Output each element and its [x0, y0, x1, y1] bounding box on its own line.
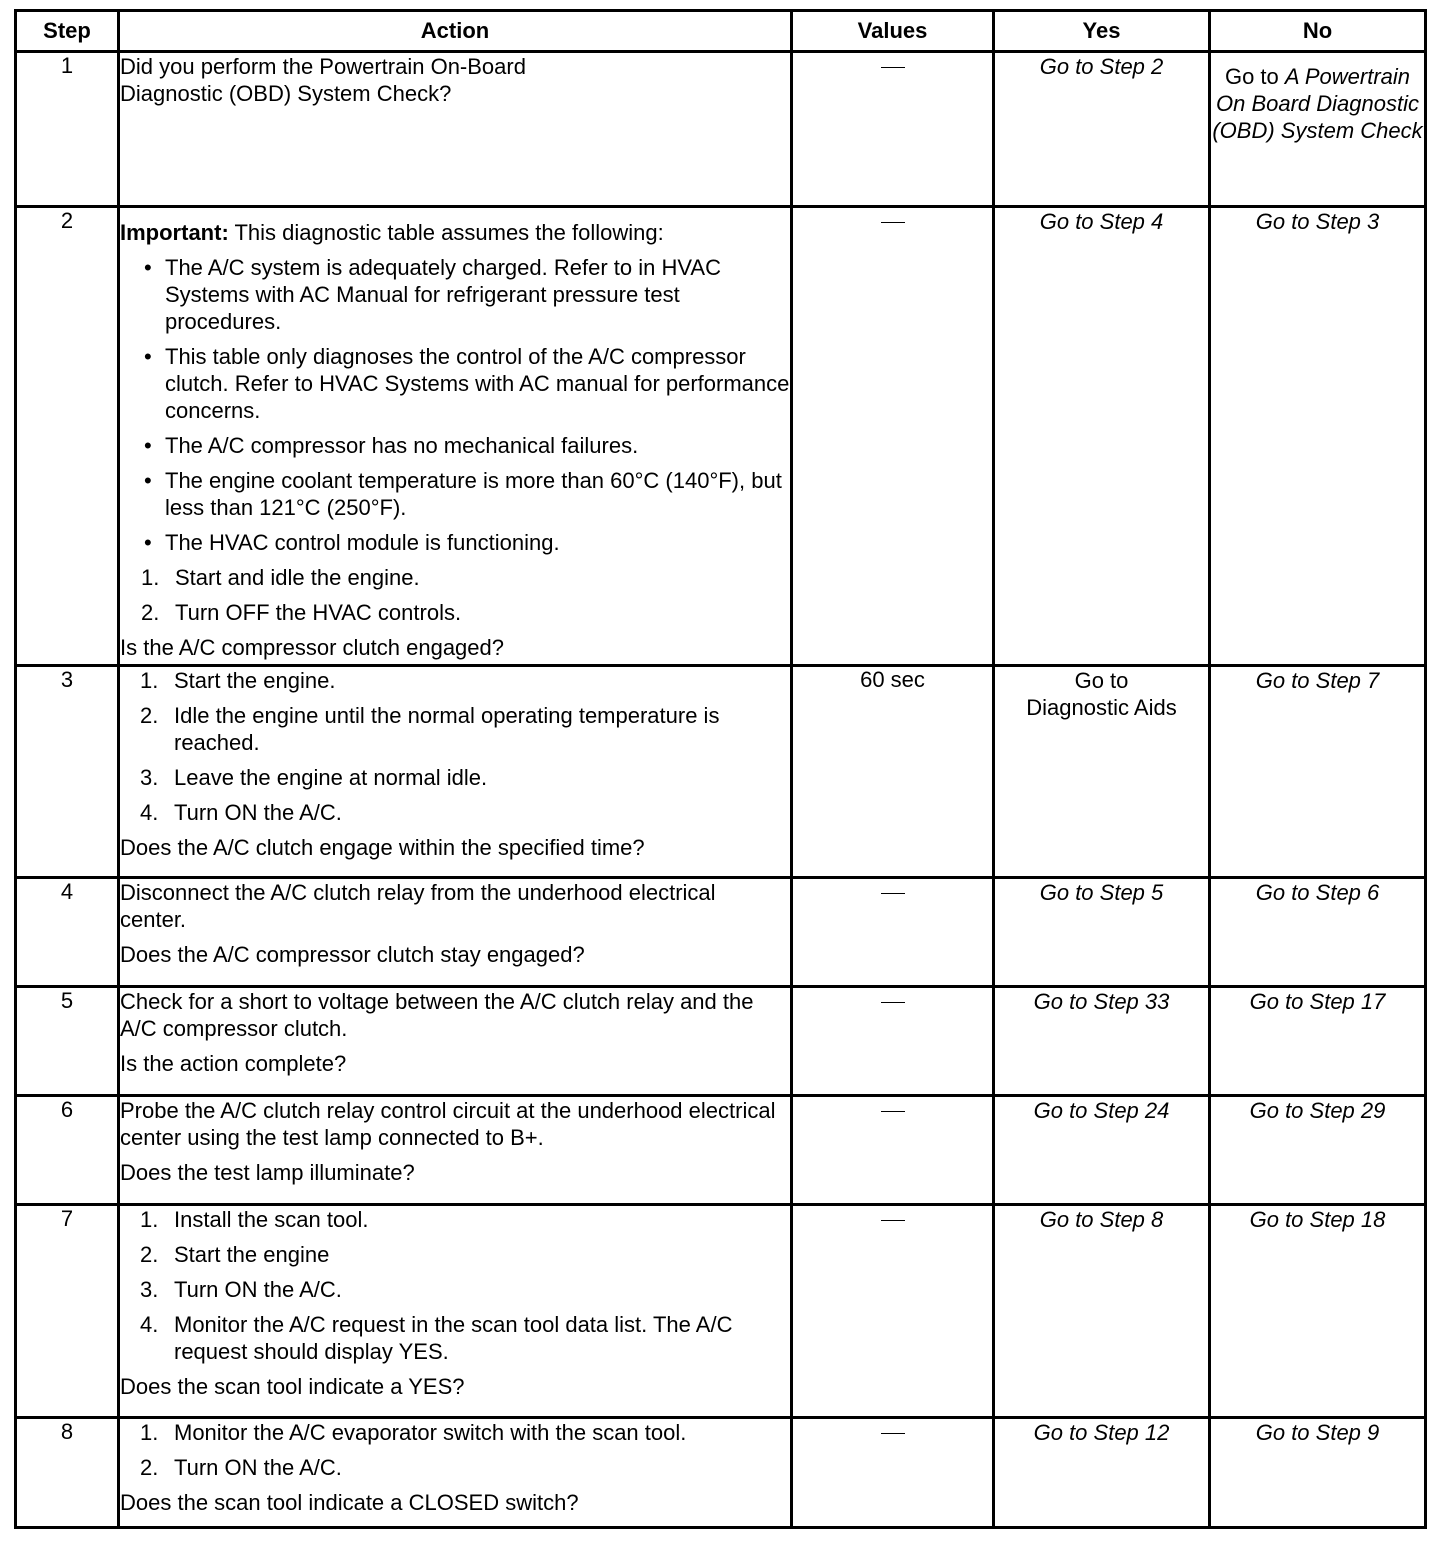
question-text: Does the test lamp illuminate?: [120, 1160, 415, 1185]
step-number: 2: [16, 207, 119, 666]
value-cell: [792, 878, 994, 987]
question-text: Does the A/C clutch engage within the specified time?: [120, 835, 645, 860]
value-cell: 60 sec: [792, 666, 994, 878]
yes-prefix: Go to: [1074, 668, 1129, 693]
action-cell: [119, 666, 792, 878]
table-row: [16, 52, 1426, 207]
value-dash: [881, 1220, 905, 1221]
list-item: 3. Turn ON the A/C.: [140, 1277, 342, 1302]
list-item: 1. Monitor the A/C evaporator switch with the scan tool.: [140, 1420, 687, 1445]
table-row: [16, 207, 1426, 666]
important-text: This diagnostic table assumes the following:: [234, 220, 664, 245]
question-text: Is the A/C compressor clutch engaged?: [120, 635, 504, 660]
list-item: • This table only diagnoses the control of the A/C compressor clutch. Refer to HVAC Systems with AC manual for performance concerns.: [144, 344, 790, 423]
step-number: 4: [16, 878, 119, 987]
yes-result[interactable]: Go to Step 8: [994, 1205, 1210, 1418]
list-item: 4. Turn ON the A/C.: [140, 800, 342, 825]
yes-result[interactable]: Go to Step 2: [994, 52, 1210, 207]
question-text: Does the scan tool indicate a CLOSED switch?: [120, 1490, 579, 1515]
action-text: Did you perform the Powertrain On-Board Diagnostic (OBD) System Check?: [120, 54, 526, 106]
list-item: 2. Start the engine: [140, 1242, 330, 1267]
yes-result[interactable]: Go to Step 12: [994, 1418, 1210, 1528]
action-cell: [119, 1418, 792, 1528]
assumption-list: [120, 254, 790, 556]
header-yes: Yes: [994, 11, 1210, 52]
procedure-list: [120, 564, 790, 626]
value-dash: [881, 1111, 905, 1112]
diagnostic-table: [14, 9, 1427, 1529]
value-dash: [881, 1002, 905, 1003]
header-row: [16, 11, 1426, 52]
yes-result[interactable]: Go to Step 5: [994, 878, 1210, 987]
no-result[interactable]: Go to Step 18: [1210, 1205, 1426, 1418]
list-item: 2. Turn OFF the HVAC controls.: [141, 600, 462, 625]
important-note: [120, 219, 790, 246]
action-cell: [119, 207, 792, 666]
no-result[interactable]: Go to Step 7: [1210, 666, 1426, 878]
question-text: Is the action complete?: [120, 1051, 347, 1076]
step-number: 8: [16, 1418, 119, 1528]
step-number: 6: [16, 1096, 119, 1205]
no-result[interactable]: Go to Step 29: [1210, 1096, 1426, 1205]
yes-result[interactable]: [994, 666, 1210, 878]
value-cell: [792, 987, 994, 1096]
yes-result[interactable]: Go to Step 24: [994, 1096, 1210, 1205]
no-target[interactable]: A Powertrain On Board Diagnostic (OBD) System Check: [1212, 64, 1423, 143]
list-item: • The engine coolant temperature is more than 60°C (140°F), but less than 121°C (250°F).: [144, 468, 782, 520]
yes-result[interactable]: Go to Step 33: [994, 987, 1210, 1096]
action-text: Disconnect the A/C clutch relay from the underhood electrical center.: [120, 880, 716, 932]
table-row: [16, 1418, 1426, 1528]
value-cell: [792, 1205, 994, 1418]
value-cell: [792, 1096, 994, 1205]
value-cell: [792, 1418, 994, 1528]
list-item: 4. Monitor the A/C request in the scan tool data list. The A/C request should display YES.: [140, 1312, 733, 1364]
list-item: • The A/C compressor has no mechanical failures.: [144, 433, 639, 458]
list-item: 1. Install the scan tool.: [140, 1207, 369, 1232]
value-dash: [881, 222, 905, 223]
step-number: 5: [16, 987, 119, 1096]
step-number: 3: [16, 666, 119, 878]
value-dash: [881, 893, 905, 894]
table-row: [16, 1096, 1426, 1205]
action-cell: [119, 987, 792, 1096]
list-item: • The A/C system is adequately charged. Refer to in HVAC Systems with AC Manual for refrigerant pressure test procedures.: [144, 255, 721, 334]
action-cell: [119, 1096, 792, 1205]
no-result[interactable]: Go to Step 3: [1210, 207, 1426, 666]
yes-result[interactable]: Go to Step 4: [994, 207, 1210, 666]
table-row: [16, 666, 1426, 878]
list-item: 2. Turn ON the A/C.: [140, 1455, 342, 1480]
no-result[interactable]: Go to Step 17: [1210, 987, 1426, 1096]
procedure-list: [120, 1206, 790, 1365]
value-dash: [881, 67, 905, 68]
question-text: Does the A/C compressor clutch stay engaged?: [120, 942, 585, 967]
important-label: Important:: [120, 220, 229, 245]
list-item: 3. Leave the engine at normal idle.: [140, 765, 488, 790]
question-text: Does the scan tool indicate a YES?: [120, 1374, 465, 1399]
action-text: Check for a short to voltage between the A/C clutch relay and the A/C compressor clutch.: [120, 989, 754, 1041]
action-cell: [119, 878, 792, 987]
value-cell: [792, 207, 994, 666]
list-item: 2. Idle the engine until the normal operating temperature is reached.: [140, 703, 720, 755]
procedure-list: [120, 1419, 790, 1481]
table-row: [16, 878, 1426, 987]
header-action: Action: [119, 11, 792, 52]
action-text: Probe the A/C clutch relay control circuit at the underhood electrical center using the test lamp connected to B+.: [120, 1098, 776, 1150]
procedure-list: [120, 667, 790, 826]
step-number: 7: [16, 1205, 119, 1418]
no-result[interactable]: [1210, 52, 1426, 207]
value-dash: [881, 1433, 905, 1434]
no-result[interactable]: Go to Step 6: [1210, 878, 1426, 987]
no-prefix: Go to: [1224, 64, 1279, 89]
list-item: • The HVAC control module is functioning.: [144, 530, 560, 555]
table-row: [16, 987, 1426, 1096]
value-cell: [792, 52, 994, 207]
yes-target[interactable]: Diagnostic Aids: [1026, 695, 1177, 720]
list-item: 1. Start and idle the engine.: [141, 565, 420, 590]
header-step: Step: [16, 11, 119, 52]
action-cell: [119, 52, 792, 207]
step-number: 1: [16, 52, 119, 207]
table-row: [16, 1205, 1426, 1418]
list-item: 1. Start the engine.: [140, 668, 336, 693]
header-values: Values: [792, 11, 994, 52]
no-result[interactable]: Go to Step 9: [1210, 1418, 1426, 1528]
action-cell: [119, 1205, 792, 1418]
header-no: No: [1210, 11, 1426, 52]
